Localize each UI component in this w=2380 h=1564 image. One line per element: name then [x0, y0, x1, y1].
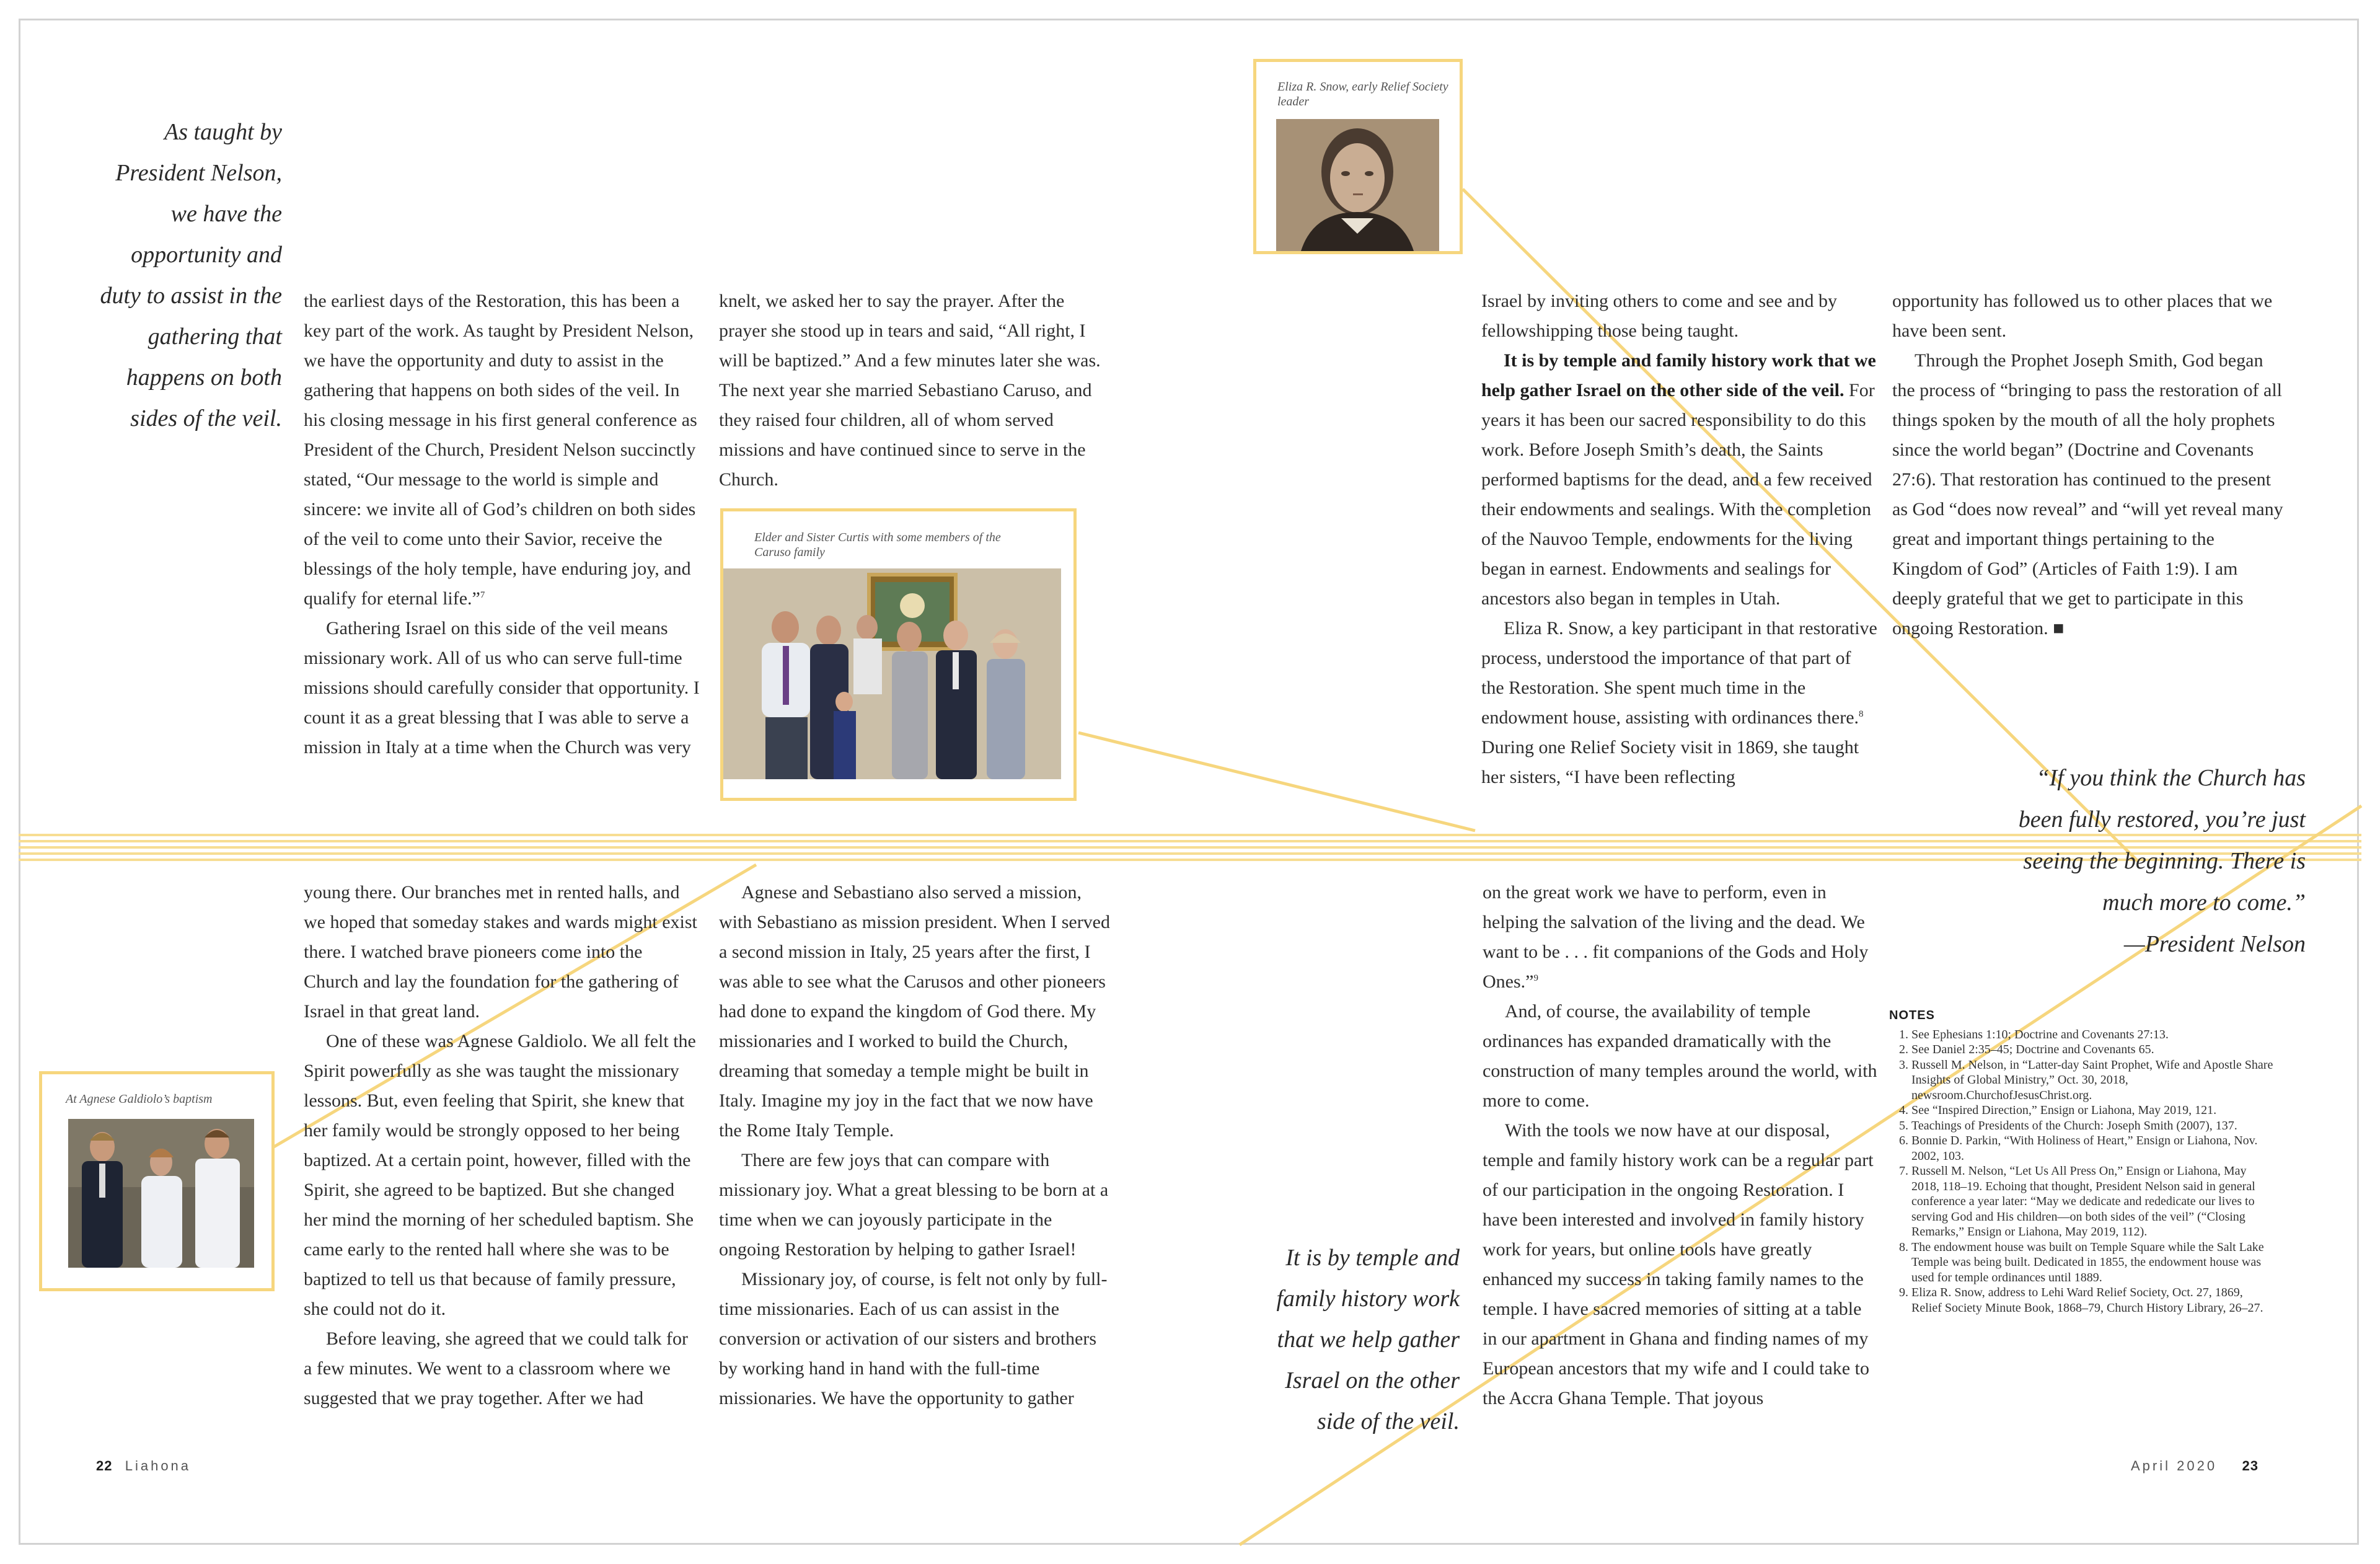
quote-line: “If you think the Church has [2036, 765, 2306, 791]
column-3-bottom [1483, 878, 1879, 1413]
note-item: 8. The endowment house was built on Temple Square while the Salt Lake Temple was being built. Dedicated in 1855, the endowment house was used for temple ordinances until 1889. [1911, 1240, 2273, 1286]
column-2-bottom [719, 878, 1116, 1413]
paragraph: the earliest days of the Restoration, this has been a key part of the work. As taught by President Nelson, we have the opportunity and duty to assist in the gathering that happens on both sides of the veil. In his closing message in his first general conference as President of the Church, President Nelson succinctly stated, “Our message to the world is simple and sincere: we invite all of God’s children on both sides of the veil to come unto their Savior, receive the blessings of the holy temple, have enduring joy, and qualify for eternal life.”$^7$ [304, 291, 697, 609]
caption-curtis: Elder and Sister Curtis with some members of the Caruso family [754, 531, 1001, 559]
note-item: 1. See Ephesians 1:10; Doctrine and Covenants 27:13. [1911, 1027, 2273, 1043]
pullquote-line: As taught by [164, 119, 282, 145]
pullquote-left [56, 112, 282, 439]
bold-statement: It is by temple and family history work that we help gather Israel on the other side of the veil. [1481, 350, 1876, 400]
column-3-top [1481, 286, 1878, 792]
column-1-bottom [304, 878, 700, 1413]
quote-line: much more to come.” [2102, 890, 2306, 916]
president-nelson-quote [1971, 758, 2306, 965]
pullquote-temple [1240, 1237, 1460, 1442]
pullquote-line: Israel on the other [1285, 1367, 1460, 1394]
paragraph: There are few joys that can compare with missionary joy. What a great blessing to be born at a time when we can joyously participate in the ongoing Restoration by helping to gather Israel! [719, 1150, 1109, 1260]
pullquote-line: gathering that [148, 324, 282, 350]
notes-title: NOTES [1889, 1009, 1935, 1022]
pullquote-line: that we help gather [1277, 1327, 1460, 1353]
paragraph: Israel by inviting others to come and see and by fellowshipping those being taught. [1481, 291, 1838, 341]
galdiolo-photo-frame [39, 1071, 275, 1291]
pullquote-line: sides of the veil. [130, 405, 282, 431]
galdiolo-baptism-photo [68, 1119, 254, 1268]
paragraph: young there. Our branches met in rented halls, and we hoped that someday stakes and wards might exist there. I watched brave pioneers come into the Church and lay the foundation for the gathering of Israel in that great land. [304, 882, 697, 1022]
paragraph: Before leaving, she agreed that we could talk for a few minutes. We went to a classroom where we suggested that we pray together. After we had [304, 1328, 688, 1408]
paragraph: Eliza R. Snow, a key participant in that restorative process, understood the importance of that part of the Restoration. She spent much time in the endowment house, assisting with ordinances there.$^8$ During one Relief Society visit in 1869, she taught her sisters, “I have been reflecting [1481, 618, 1877, 787]
curtis-family-photo [723, 568, 1061, 779]
paragraph: With the tools we now have at our disposal, temple and family history work can be a regular part of our participation in the ongoing Restoration. I have been interested and involved in family history work for years, but online tools have greatly enhanced my success in taking family names to the temple. I have sacred memories of sitting at a table in our apartment in Ghana and finding names of my European ancestors that my wife and I could take to the Accra Ghana Temple. That joyous [1483, 1120, 1874, 1408]
page-number-left: 22 [96, 1458, 113, 1473]
paragraph: One of these was Agnese Galdiolo. We all felt the Spirit powerfully as she was taught the missionary lessons. But, even feeling that Spirit, she knew that her family would be strongly opposed to her being baptized. At a certain point, however, filled with the Spirit, she agreed to be baptized. But she changed her mind the morning of her scheduled baptism. She came early to the rented hall where she was to be baptized to tell us that because of family pressure, she could not do it. [304, 1031, 696, 1319]
snow-photo-frame [1253, 59, 1463, 254]
caption-galdiolo: At Agnese Galdiolo’s baptism [66, 1092, 213, 1106]
column-1-top [304, 286, 700, 762]
note-item: 4. See “Inspired Direction,” Ensign or Liahona, May 2019, 121. [1911, 1103, 2273, 1118]
caption-snow: Eliza R. Snow, early Relief Society leader [1277, 80, 1448, 108]
note-item: 2. See Daniel 2:35–45; Doctrine and Covenants 65. [1911, 1042, 2273, 1058]
notes-section [1889, 1008, 2273, 1315]
pullquote-line: happens on both [126, 364, 282, 391]
pullquote-line: side of the veil. [1316, 1408, 1460, 1434]
pullquote-line: duty to assist in the [100, 283, 282, 309]
paragraph: It is by temple and family history work that we help gather Israel on the other side of the veil. For years it has been our sacred responsibility to do this work. Before Joseph Smith’s death, the Saints performed baptisms for the dead, and a few received their endowments and sealings. With the completion of the Nauvoo Temple, endowments for the living began in earnest. Endowments and sealings for ancestors also began in temples in Utah. [1481, 350, 1876, 609]
paragraph: Through the Prophet Joseph Smith, God began the process of “bringing to pass the restoration of all things spoken by the mouth of all the holy prophets since the world began” (Doctrine and Covenants 27:6). That restoration has continued to the present as God “does now reveal” and “will yet reveal many great and important things pertaining to the Kingdom of God” (Articles of Faith 1:9). I am deeply grateful that we get to participate in this ongoing Restoration. ■ [1892, 350, 2283, 638]
pullquote-line: we have the [170, 201, 282, 227]
paragraph: opportunity has followed us to other places that we have been sent. [1892, 291, 2273, 341]
paragraph: on the great work we have to perform, even in helping the salvation of the living and the dead. We want to be . . . fit companions of the Gods and Holy Ones.”$^9$ [1483, 882, 1869, 992]
magazine-name: Liahona [125, 1458, 192, 1473]
paragraph: Agnese and Sebastiano also served a mission, with Sebastiano as mission president. When I served a second mission in Italy, 25 years after the first, I was able to see what the Carusos and other pioneers had done to expand the kingdom of God there. My missionaries and I worked to build the Church, dreaming that someday a temple might be built in Italy. Imagine my joy in the fact that we now have the Rome Italy Temple. [719, 882, 1110, 1141]
page-number-right: 23 [2242, 1458, 2259, 1473]
quote-line: been fully restored, you’re just [2018, 806, 2306, 833]
paragraph: knelt, we asked her to say the prayer. After the prayer she stood up in tears and said, “All right, I will be baptized.” And a few minutes later she was. The next year she married Sebastiano Caruso, and they raised four children, all of whom served missions and have continued since to serve in the Church. [719, 291, 1101, 490]
notes-list [1889, 1027, 2273, 1316]
paragraph: Missionary joy, of course, is felt not only by full-time missionaries. Each of us can assist in the conversion or activation of our sisters and brothers by working hand in hand with the full-time missionaries. We have the opportunity to gather [719, 1269, 1108, 1408]
pullquote-line: President Nelson, [115, 160, 282, 186]
note-item: 7. Russell M. Nelson, “Let Us All Press On,” Ensign or Liahona, May 2018, 118–19. Echoing that thought, President Nelson said in general conference a year later: “May we dedicate and rededicate our lives to serving God and His children—on both sides of the veil” (“Closing Remarks,” Ensign or Liahona, May 2019, 112). [1911, 1164, 2273, 1240]
column-4-top [1892, 286, 2289, 643]
pullquote-line: It is by temple and [1285, 1245, 1460, 1271]
folio-right [2131, 1458, 2259, 1474]
quote-attribution: —President Nelson [2123, 931, 2306, 957]
pullquote-line: family history work [1276, 1286, 1460, 1312]
paragraph: Gathering Israel on this side of the veil means missionary work. All of us who can serve full-time missions should carefully consider that opportunity. I count it as a great blessing that I was able to serve a mission in Italy at a time when the Church was very [304, 618, 700, 758]
pullquote-line: opportunity and [131, 242, 282, 268]
note-item: 3. Russell M. Nelson, in “Latter-day Saint Prophet, Wife and Apostle Share Insights of Global Ministry,” Oct. 30, 2018, newsroom.ChurchofJesusChrist.org. [1911, 1058, 2273, 1103]
issue-date: April 2020 [2131, 1458, 2218, 1473]
paragraph: And, of course, the availability of temple ordinances has expanded dramatically with the construction of many temples around the world, with more to come. [1483, 1001, 1877, 1111]
note-item: 6. Bonnie D. Parkin, “With Holiness of Heart,” Ensign or Liahona, Nov. 2002, 103. [1911, 1133, 2273, 1164]
column-2-top [719, 286, 1116, 495]
eliza-snow-portrait [1276, 119, 1439, 251]
curtis-photo-frame [720, 508, 1077, 801]
quote-line: seeing the beginning. There is [2023, 848, 2306, 874]
folio-left [96, 1458, 191, 1474]
note-item: 5. Teachings of Presidents of the Church: Joseph Smith (2007), 137. [1911, 1118, 2273, 1134]
note-item: 9. Eliza R. Snow, address to Lehi Ward Relief Society, Oct. 27, 1869, Relief Society Minute Book, 1868–79, Church History Library, 26–27. [1911, 1285, 2273, 1315]
